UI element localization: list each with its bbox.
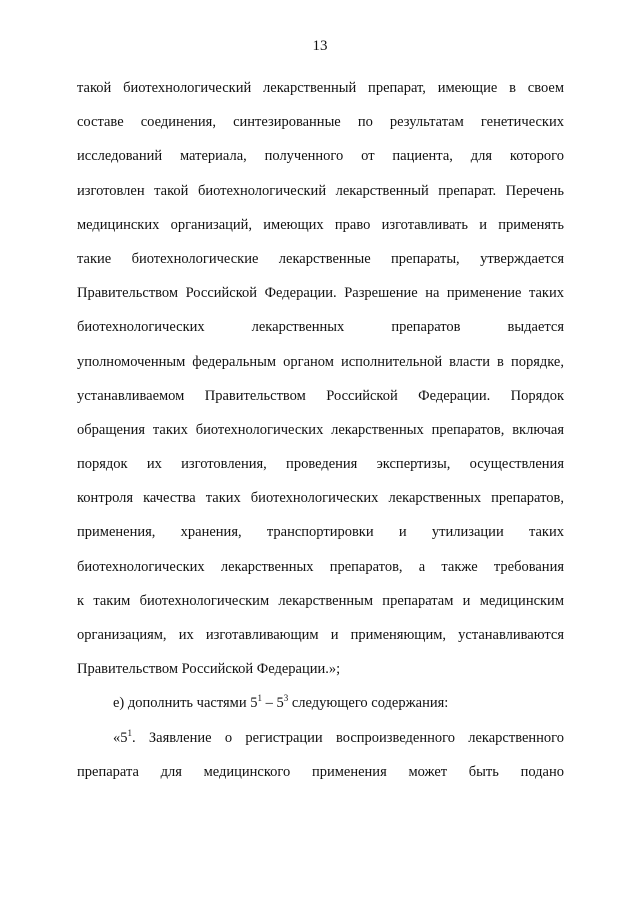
text-line: такой биотехнологический лекарственный препарат, имеющие в своем — [77, 80, 564, 96]
text-line: изготовлен такой биотехнологический лекарственный препарат. Перечень — [77, 182, 564, 199]
text-line: организациям, их изготавливающим и применяющим, устанавливаются — [77, 627, 564, 643]
superscript: 1 — [257, 693, 262, 704]
text-line: препарата для медицинского применения может быть подано — [77, 763, 564, 780]
text-line: такие биотехнологические лекарственные препараты, утверждается — [77, 250, 564, 267]
text-line: исследований материала, полученного от пациента, для которого — [77, 148, 564, 165]
item-5-1-paragraph — [77, 724, 564, 758]
document-body — [77, 74, 564, 792]
text-line: применения, хранения, транспортировки и утилизации таких — [77, 524, 564, 541]
text-line: биотехнологических лекарственных препаратов, а также требования — [77, 558, 564, 575]
text-line: контроля качества таких биотехнологических лекарственных препаратов, — [77, 490, 564, 507]
text-line: Правительством Российской Федерации.»; — [77, 661, 341, 678]
superscript: 1 — [127, 727, 132, 738]
text-line: обращения таких биотехнологических лекарственных препаратов, включая — [77, 421, 564, 438]
text-line: медицинских организаций, имеющих право изготавливать и применять — [77, 216, 564, 233]
item-e-text: следующего содержания: — [288, 695, 449, 712]
item-e-text: е) дополнить частями 5 — [113, 695, 258, 712]
item-5-1-text: «5 — [113, 729, 128, 746]
text-line: порядок их изготовления, проведения экспертизы, осуществления — [77, 456, 564, 473]
item-e-paragraph — [77, 689, 564, 723]
item-e-text: – 5 — [261, 695, 284, 712]
item-5-1-text: . Заявление о регистрации воспроизведенного лекарственного — [132, 729, 564, 746]
text-line: устанавливаемом Правительством Российской Федерации. Порядок — [77, 387, 564, 404]
page-number: 13 — [312, 38, 328, 54]
text-line: составе соединения, синтезированные по результатам генетических — [77, 114, 564, 131]
text-line: биотехнологических лекарственных препаратов выдается — [77, 319, 564, 336]
superscript: 3 — [283, 693, 289, 704]
text-line: Правительством Российской Федерации. Разрешение на применение таких — [77, 285, 564, 302]
text-line: к таким биотехнологическим лекарственным препаратам и медицинским — [77, 592, 564, 609]
text-line: уполномоченным федеральным органом исполнительной власти в порядке, — [77, 353, 564, 370]
